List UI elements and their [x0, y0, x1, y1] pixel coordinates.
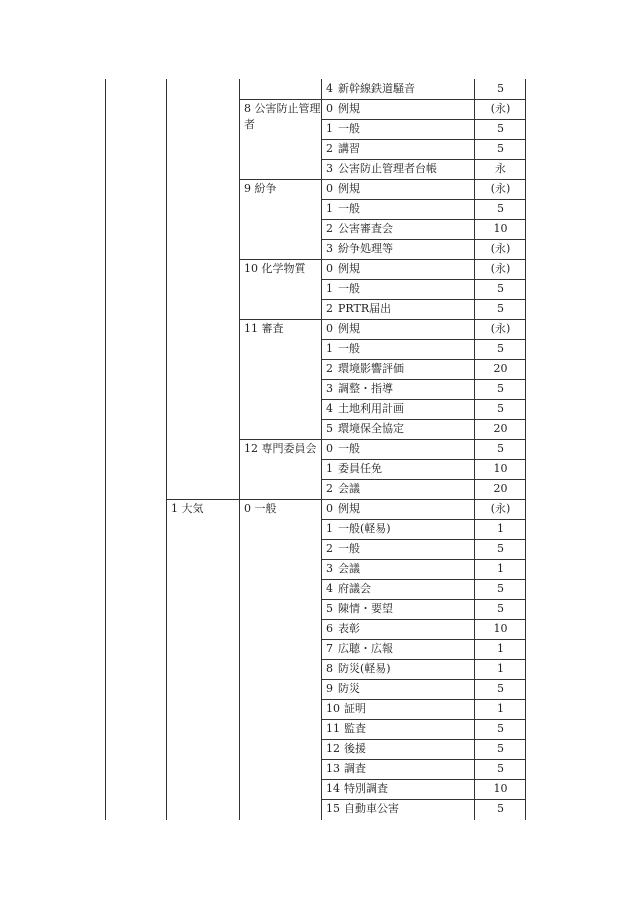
retention-period: 5 [497, 302, 504, 315]
retention-period: 1 [497, 662, 504, 675]
item-name: 土地利用計画 [338, 402, 404, 415]
item-cell [326, 699, 366, 719]
item-cell [326, 139, 360, 159]
retention-period: 5 [497, 202, 504, 215]
item-code: 1 [326, 342, 333, 355]
item-code: 4 [326, 82, 333, 95]
retention-table [105, 79, 525, 820]
category-level2-label: 10 化学物質 [244, 262, 306, 275]
item-name: PRTR届出 [338, 302, 392, 315]
retention-period: 1 [497, 642, 504, 655]
retention-period: 20 [493, 362, 508, 375]
item-code: 12 [326, 742, 340, 755]
item-cell [326, 319, 360, 339]
item-code: 2 [326, 302, 333, 315]
item-code: 1 [326, 282, 333, 295]
item-name: 例規 [338, 502, 360, 515]
item-code: 3 [326, 242, 333, 255]
item-code: 0 [326, 442, 333, 455]
retention-period: 5 [497, 402, 504, 415]
item-name: 委員任免 [338, 462, 382, 475]
retention-period: 10 [493, 462, 508, 475]
item-name: 陳情・要望 [338, 602, 393, 615]
item-cell [326, 119, 360, 139]
item-name: 特別調査 [344, 782, 388, 795]
item-name: 一般 [338, 202, 360, 215]
item-name: 会議 [338, 482, 360, 495]
item-cell [326, 559, 360, 579]
item-name: 表彰 [338, 622, 360, 635]
item-name: 講習 [338, 142, 360, 155]
retention-period: 1 [497, 562, 504, 575]
item-cell [326, 479, 360, 499]
item-cell [326, 679, 360, 699]
item-code: 0 [326, 182, 333, 195]
table-border-left [105, 79, 106, 820]
item-code: 1 [326, 522, 333, 535]
item-name: 一般 [338, 122, 360, 135]
retention-period: 10 [493, 622, 508, 635]
item-code: 2 [326, 542, 333, 555]
retention-period: (永) [490, 242, 511, 255]
item-code: 1 [326, 202, 333, 215]
item-cell [326, 499, 360, 519]
item-cell [326, 739, 366, 759]
item-cell [326, 659, 391, 679]
item-code: 13 [326, 762, 340, 775]
retention-period: 5 [497, 742, 504, 755]
retention-period: 5 [497, 282, 504, 295]
item-code: 0 [326, 262, 333, 275]
item-code: 11 [326, 722, 340, 735]
item-code: 0 [326, 502, 333, 515]
item-cell [326, 359, 404, 379]
item-name: 例規 [338, 102, 360, 115]
item-name: 紛争処理等 [338, 242, 393, 255]
item-code: 8 [326, 662, 333, 675]
item-cell [326, 599, 393, 619]
retention-period: 5 [497, 582, 504, 595]
column-divider-1 [166, 79, 167, 820]
item-code: 1 [326, 122, 333, 135]
category-level2-label: 9 紛争 [244, 182, 277, 195]
item-name: 一般 [338, 442, 360, 455]
item-name: 一般 [338, 542, 360, 555]
item-cell [326, 799, 399, 819]
item-name: 環境影響評価 [338, 362, 404, 375]
retention-period: 1 [497, 702, 504, 715]
item-cell [326, 639, 393, 659]
item-name: 証明 [344, 702, 366, 715]
retention-period: 5 [497, 542, 504, 555]
item-cell [326, 279, 360, 299]
column-divider-4 [474, 79, 475, 820]
item-code: 10 [326, 702, 340, 715]
item-cell [326, 239, 393, 259]
retention-period: 5 [497, 682, 504, 695]
item-cell [326, 259, 360, 279]
item-name: 例規 [338, 322, 360, 335]
item-code: 1 [326, 462, 333, 475]
item-code: 6 [326, 622, 333, 635]
retention-period: 20 [493, 482, 508, 495]
retention-period: 10 [493, 222, 508, 235]
item-name: 環境保全協定 [338, 422, 404, 435]
item-cell [326, 399, 404, 419]
item-cell [326, 619, 360, 639]
item-cell [326, 519, 391, 539]
item-name: 一般 [338, 342, 360, 355]
item-cell [326, 759, 366, 779]
item-cell [326, 99, 360, 119]
table-border-right [525, 79, 526, 820]
item-cell [326, 719, 366, 739]
item-cell [326, 299, 391, 319]
item-cell [326, 539, 360, 559]
item-code: 3 [326, 162, 333, 175]
item-code: 4 [326, 402, 333, 415]
item-cell [326, 339, 360, 359]
retention-period: 5 [497, 342, 504, 355]
category-level2-label: 11 審査 [244, 322, 284, 335]
item-code: 2 [326, 142, 333, 155]
item-code: 5 [326, 602, 333, 615]
item-code: 15 [326, 802, 340, 815]
item-code: 9 [326, 682, 333, 695]
retention-period: 5 [497, 762, 504, 775]
item-name: 府議会 [338, 582, 371, 595]
retention-period: 永 [495, 162, 506, 175]
item-cell [326, 439, 360, 459]
retention-period: (永) [490, 102, 511, 115]
item-cell [326, 79, 415, 99]
item-cell [326, 219, 393, 239]
item-cell [326, 159, 437, 179]
item-cell [326, 419, 404, 439]
category-level1-label: 1 大気 [171, 502, 204, 515]
retention-period: (永) [490, 262, 511, 275]
retention-period: (永) [490, 182, 511, 195]
item-name: 例規 [338, 262, 360, 275]
item-code: 2 [326, 482, 333, 495]
item-cell [326, 779, 388, 799]
category-level2-label: 0 一般 [244, 502, 277, 515]
retention-period: (永) [490, 502, 511, 515]
item-name: 一般 [338, 282, 360, 295]
item-code: 14 [326, 782, 340, 795]
item-name: 新幹線鉄道騒音 [338, 82, 415, 95]
item-code: 2 [326, 362, 333, 375]
item-cell [326, 459, 382, 479]
retention-period: 1 [497, 522, 504, 535]
retention-period: 5 [497, 442, 504, 455]
item-name: 公害防止管理者台帳 [338, 162, 437, 175]
item-name: 自動車公害 [344, 802, 399, 815]
item-code: 3 [326, 562, 333, 575]
item-code: 7 [326, 642, 333, 655]
item-name: 監査 [344, 722, 366, 735]
retention-period: 5 [497, 122, 504, 135]
item-code: 2 [326, 222, 333, 235]
item-code: 0 [326, 102, 333, 115]
retention-period: 10 [493, 782, 508, 795]
item-name: 調整・指導 [338, 382, 393, 395]
item-code: 5 [326, 422, 333, 435]
retention-period: 20 [493, 422, 508, 435]
retention-period: 5 [497, 82, 504, 95]
item-cell [326, 179, 360, 199]
column-divider-2 [239, 79, 240, 820]
category-level2-label: 12 専門委員会 [244, 442, 317, 455]
item-cell [326, 579, 371, 599]
category-level2-label: 8 公害防止管理者 [244, 102, 321, 131]
item-cell [326, 379, 393, 399]
item-code: 3 [326, 382, 333, 395]
item-code: 0 [326, 322, 333, 335]
item-cell [326, 199, 360, 219]
item-name: 防災(軽易) [338, 662, 391, 675]
item-name: 公害審査会 [338, 222, 393, 235]
retention-period: 5 [497, 602, 504, 615]
item-name: 一般(軽易) [338, 522, 391, 535]
retention-period: (永) [490, 322, 511, 335]
retention-period: 5 [497, 142, 504, 155]
item-name: 後援 [344, 742, 366, 755]
retention-period: 5 [497, 802, 504, 815]
item-name: 調査 [344, 762, 366, 775]
retention-period: 5 [497, 382, 504, 395]
item-name: 防災 [338, 682, 360, 695]
item-name: 会議 [338, 562, 360, 575]
item-name: 例規 [338, 182, 360, 195]
item-code: 4 [326, 582, 333, 595]
item-name: 広聴・広報 [338, 642, 393, 655]
retention-period: 5 [497, 722, 504, 735]
